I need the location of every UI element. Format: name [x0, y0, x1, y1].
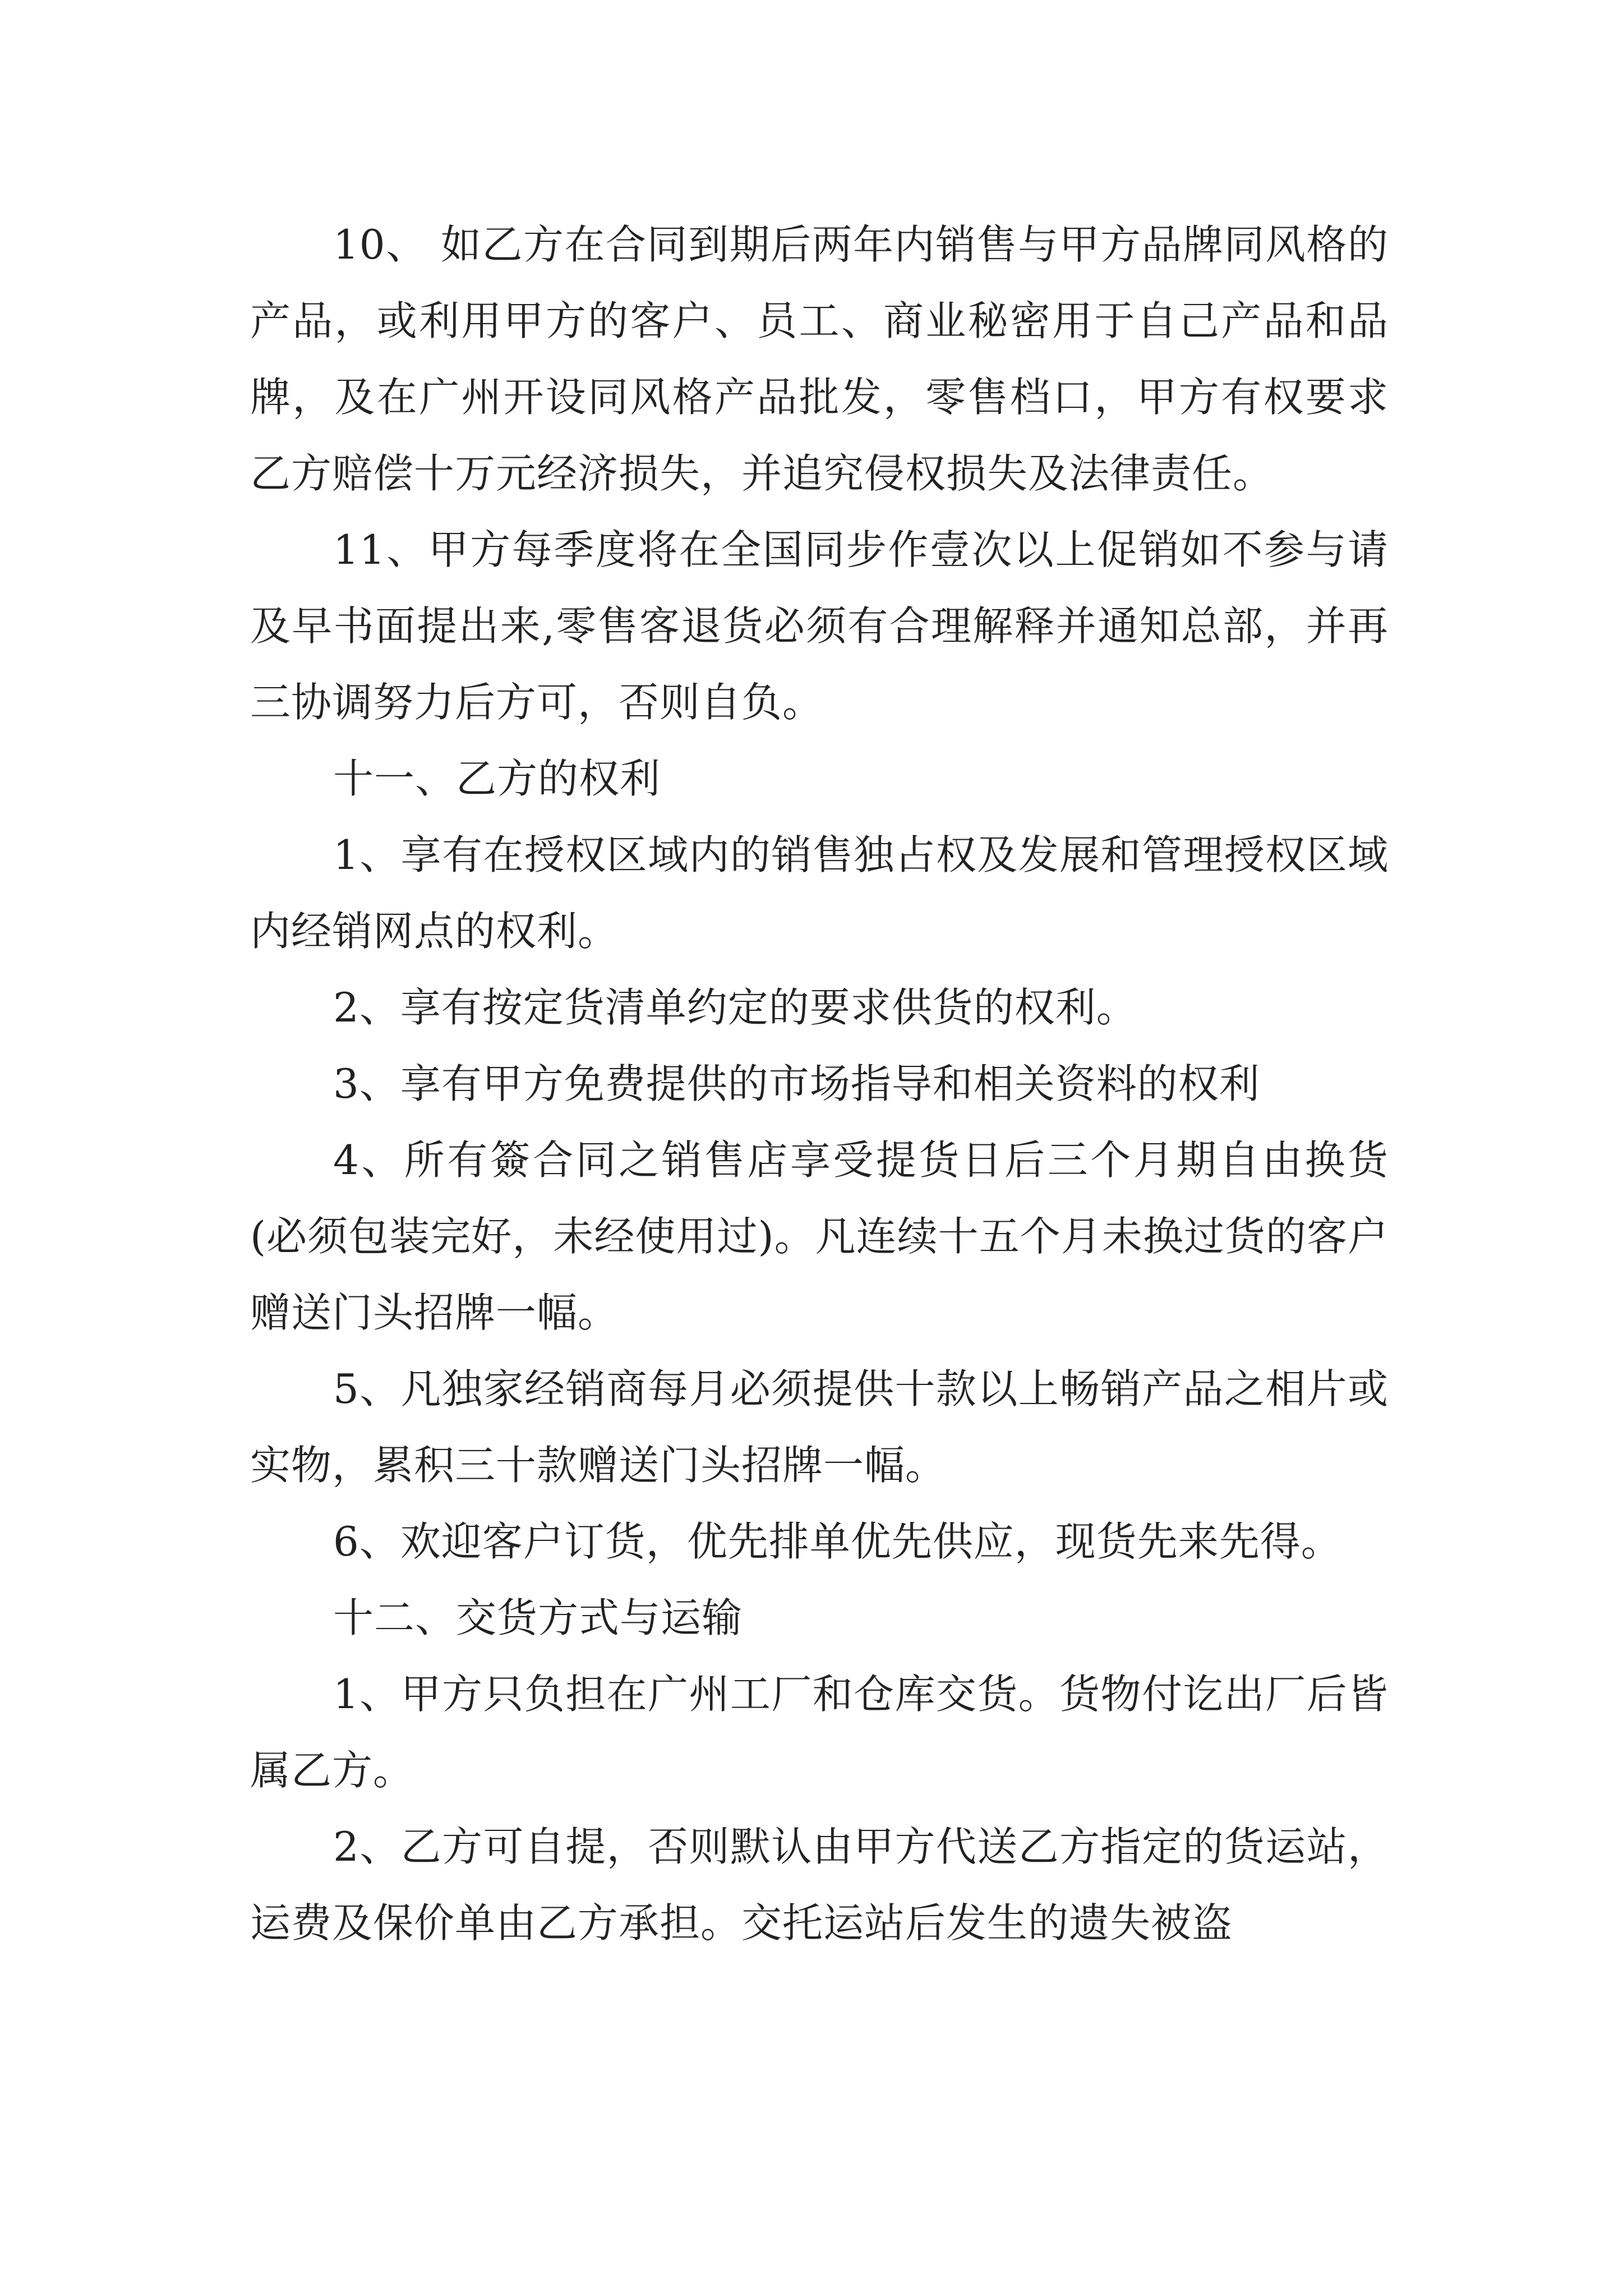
rights-item-3: 3、享有甲方免费提供的市场指导和相关资料的权利 — [333, 1060, 1260, 1107]
clause-10-paragraph: 10、 如乙方在合同到期后两年内销售与甲方品牌同风格的产品，或利用甲方的客户、员工、商业秘密用于自己产品和品牌，及在广州开设同风格产品批发，零售档口，甲方有权要求乙方赔偿十万元经济损失，并追究侵权损失及法律责任。 — [250, 221, 1389, 497]
rights-item-2: 2、享有按定货清单约定的要求供货的权利。 — [333, 984, 1137, 1031]
rights-item-6: 6、欢迎客户订货，优先排单优先供应，现货先来先得。 — [333, 1518, 1342, 1565]
rights-item-4: 4、所有簽合同之销售店享受提货日后三个月期自由换货(必须包装完好，未经使用过)。凡连续十五个月未换过货的客户赠送门头招牌一幅。 — [250, 1137, 1389, 1336]
delivery-item-1: 1、甲方只负担在广州工厂和仓库交货。货物付讫出厂后皆属乙方。 — [250, 1671, 1389, 1794]
rights-item-5: 5、凡独家经销商每月必须提供十款以上畅销产品之相片或实物，累积三十款赠送门头招牌一幅。 — [250, 1365, 1389, 1489]
rights-item-1: 1、享有在授权区域内的销售独占权及发展和管理授权区域内经销网点的权利。 — [250, 831, 1389, 955]
section-heading-party-b-rights: 十一、乙方的权利 — [333, 755, 661, 802]
section-heading-delivery: 十二、交货方式与运输 — [333, 1594, 743, 1641]
delivery-item-2: 2、乙方可自提，否则默认由甲方代送乙方指定的货运站，运费及保价单由乙方承担。交托运站后发生的遗失被盗 — [250, 1823, 1389, 1947]
clause-11-paragraph: 11、甲方每季度将在全国同步作壹次以上促销如不参与请及早书面提出来,零售客退货必须有合理解释并通知总部，并再三协调努力后方可，否则自负。 — [250, 526, 1389, 726]
document-body — [250, 206, 1389, 1961]
